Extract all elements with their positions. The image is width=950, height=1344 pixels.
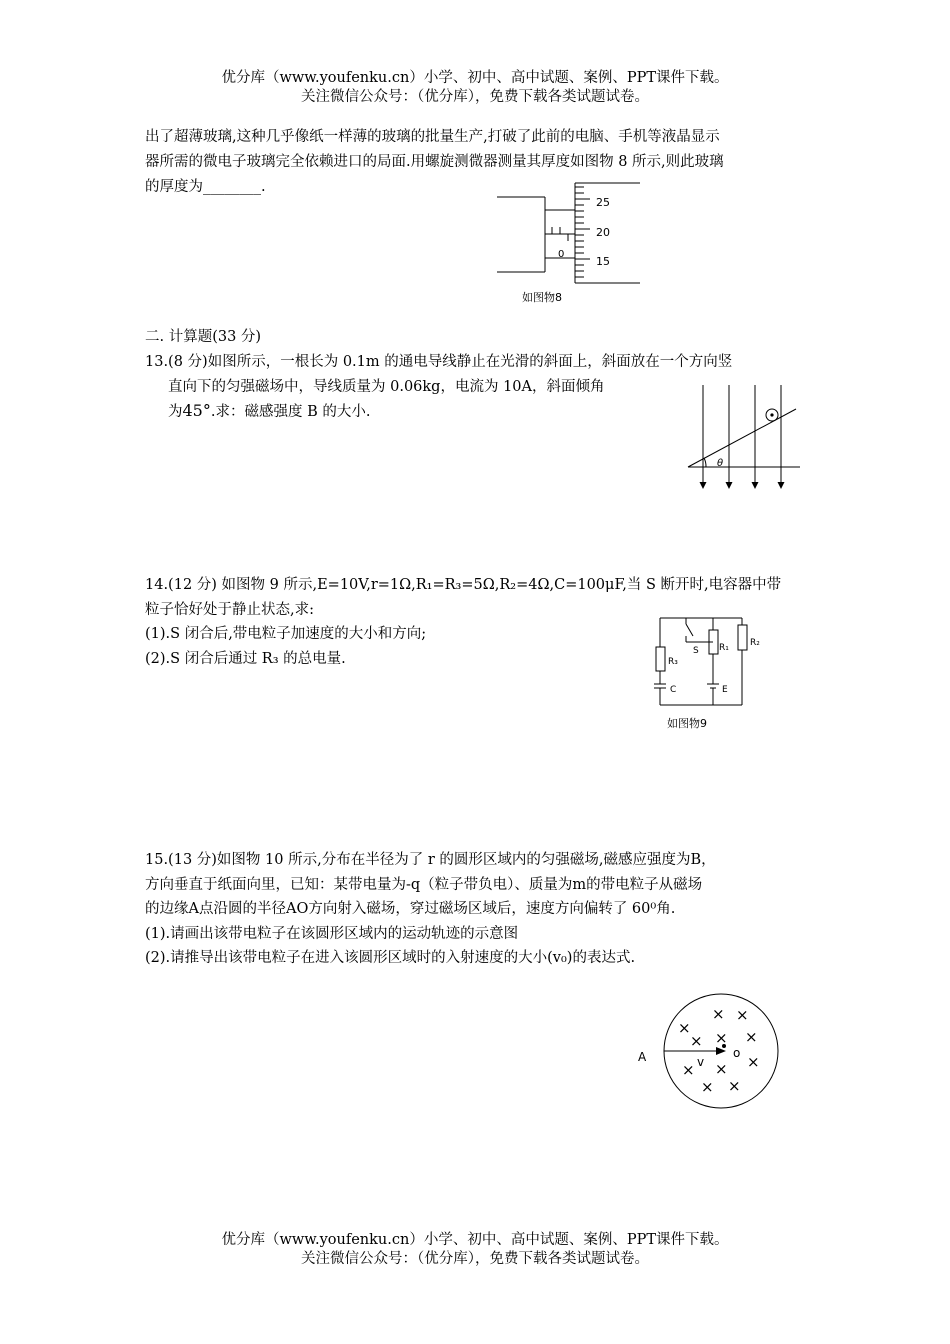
micrometer-tick-15: 15 — [596, 255, 610, 268]
q15-item-2: (2).请推导出该带电粒子在进入该圆形区域时的入射速度的大小(v₀)的表达式. — [145, 950, 636, 966]
angle-arc — [704, 458, 706, 467]
q14-line-2: 粒子恰好处于静止状态,求: — [145, 602, 314, 618]
cross-mark: × — [678, 1019, 691, 1037]
label-s: S — [693, 646, 699, 656]
q14-item-2: (2).S 闭合后通过 R₃ 的总电量. — [145, 651, 346, 667]
resistor-r2 — [738, 625, 747, 650]
q13-angle: 45° — [182, 401, 211, 420]
cross-mark: × — [712, 1005, 725, 1023]
field-arrow-4 — [778, 482, 785, 489]
q15-item-1: (1).请画出该带电粒子在该圆形区域内的运动轨迹的示意图 — [145, 926, 519, 942]
footer-line-1: 优分库（www.youfenku.cn）小学、初中、高中试题、案例、PPT课件下载。 — [221, 1232, 729, 1248]
q14-item-1: (1).S 闭合后,带电粒子加速度的大小和方向; — [145, 626, 427, 642]
header-line-1: 优分库（www.youfenku.cn）小学、初中、高中试题、案例、PPT课件下载。 — [221, 70, 729, 86]
cross-mark: × — [728, 1077, 741, 1095]
q12-line-2: 器所需的微电子玻璃完全依赖进口的局面.用螺旋测微器测量其厚度如图物 8 所示,则此玻璃 — [145, 154, 724, 170]
cross-mark: × — [701, 1078, 714, 1096]
header-line-2: 关注微信公众号：（优分库），免费下载各类试题试卷。 — [301, 89, 649, 105]
q13-line-3 — [168, 399, 370, 424]
field-arrow-3 — [752, 482, 759, 489]
q15-line-2: 方向垂直于纸面向里，已知：某带电量为-q（粒子带负电）、质量为m的带电粒子从磁场 — [145, 877, 703, 893]
circular-field-figure — [630, 988, 790, 1113]
label-e: E — [722, 685, 728, 695]
cross-mark: × — [682, 1061, 695, 1079]
cross-mark: × — [736, 1006, 749, 1024]
q13-line-1: 13.(8 分)如图所示，一根长为 0.1m 的通电导线静止在光滑的斜面上，斜面放在一个方向竖 — [145, 354, 733, 370]
resistor-r3 — [656, 647, 665, 671]
micrometer-figure — [490, 175, 650, 310]
cross-mark: × — [715, 1060, 728, 1078]
velocity-label: v — [697, 1055, 705, 1069]
figure-9-caption: 如图物9 — [667, 717, 707, 730]
q15-line-1: 15.(13 分)如图物 10 所示,分布在半径为了 r 的圆形区域内的匀强磁场,磁感应强度为B， — [145, 852, 716, 868]
circuit-figure — [645, 610, 775, 735]
label-r1: R₁ — [719, 643, 729, 653]
incline-field-figure — [680, 378, 810, 496]
cross-mark: × — [745, 1028, 758, 1046]
q13-line-3-prefix: 为 — [168, 404, 183, 420]
q13-line-2: 直向下的匀强磁场中，导线质量为 0.06kg，电流为 10A，斜面倾角 — [168, 379, 605, 395]
label-c: C — [670, 685, 677, 695]
micrometer-tick-25: 25 — [596, 196, 610, 209]
field-arrow-2 — [726, 482, 733, 489]
cross-mark: × — [690, 1032, 703, 1050]
footer-line-2: 关注微信公众号：（优分库），免费下载各类试题试卷。 — [301, 1251, 649, 1267]
velocity-arrow-icon — [716, 1047, 726, 1055]
cross-mark: × — [715, 1029, 728, 1047]
label-r2: R₂ — [750, 638, 760, 648]
figure-8-caption: 如图物8 — [522, 291, 562, 304]
theta-label: θ — [717, 458, 724, 469]
q12-line-1: 出了超薄玻璃,这种几乎像纸一样薄的玻璃的批量生产,打破了此前的电脑、手机等液晶显示 — [145, 129, 720, 145]
micrometer-zero-label: 0 — [558, 249, 565, 260]
field-arrow-1 — [700, 482, 707, 489]
label-r3: R₃ — [668, 657, 678, 667]
cross-mark: × — [747, 1053, 760, 1071]
switch-s — [686, 624, 693, 636]
section-2-title: 二. 计算题(33 分) — [145, 329, 262, 345]
q14-line-1: 14.(12 分) 如图物 9 所示,E=10V,r=1Ω,R₁=R₃=5Ω,R₂=4Ω,C=100μF,当 S 断开时,电容器中带 — [145, 577, 782, 593]
q13-line-3-suffix: .求：磁感强度 B 的大小. — [210, 404, 371, 420]
point-a-label: A — [638, 1050, 647, 1064]
q12-line-3: 的厚度为________. — [145, 179, 266, 195]
center-o-label: o — [733, 1046, 741, 1060]
q15-line-3: 的边缘A点沿圆的半径AO方向射入磁场，穿过磁场区域后，速度方向偏转了 60⁰角. — [145, 901, 676, 917]
micrometer-tick-20: 20 — [596, 226, 610, 239]
